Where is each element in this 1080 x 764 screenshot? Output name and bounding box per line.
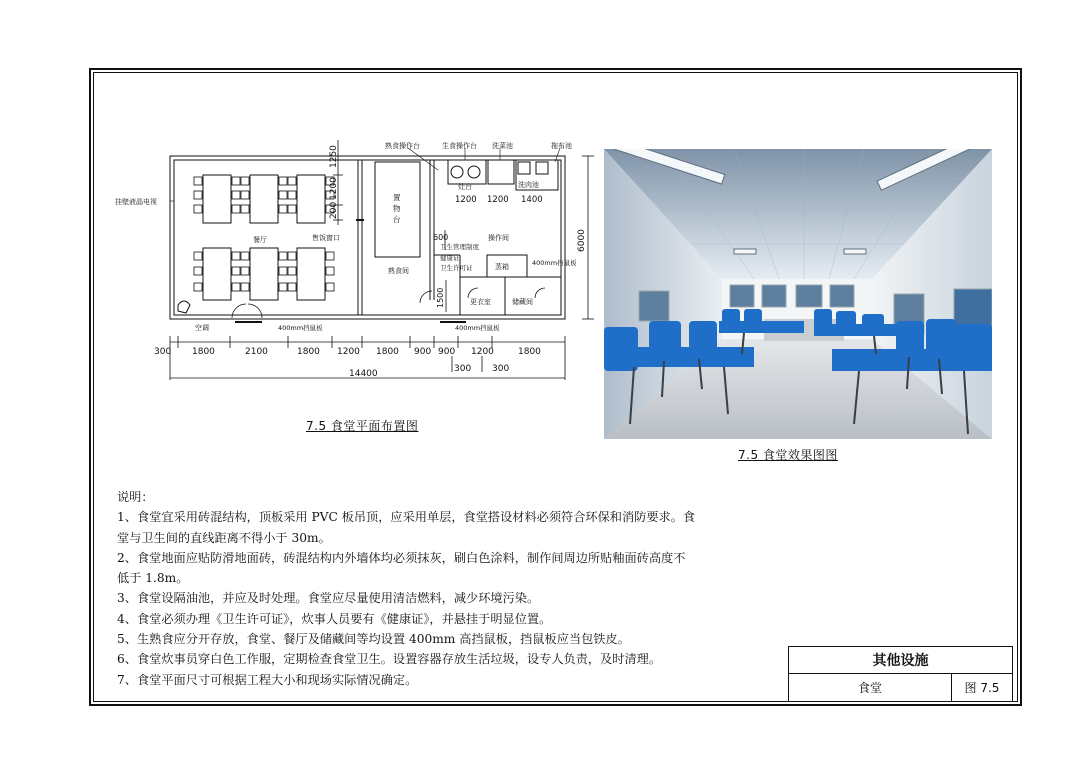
dim-6000: 6000 (577, 229, 587, 252)
cooked-room-label: 熟食间 (388, 267, 409, 275)
ac-label: 空调 (195, 324, 209, 332)
notes-line: 低于 1.8m。 (117, 571, 189, 586)
cooked-op-label: 熟食操作台 (385, 142, 420, 150)
title-block-name: 食堂 (788, 673, 952, 702)
shelf-label-char: 台 (393, 215, 401, 224)
notes-line: 堂与卫生间的直线距离不得小于 30m。 (117, 530, 331, 545)
dim-bottom-1: 1800 (192, 347, 215, 357)
dim-sub-300a: 300 (454, 364, 472, 374)
stove-label: 灶台 (458, 183, 472, 191)
operation-room-label: 操作间 (488, 234, 509, 242)
rat-board-label-1: 400mm挡鼠板 (278, 324, 323, 332)
dim-bottom-9: 1800 (518, 347, 541, 357)
dim-1200-kitchen-a: 1200 (455, 195, 477, 205)
health-cert-label: 健康证 (440, 254, 460, 262)
dining-label: 餐厅 (253, 236, 267, 244)
tv-label: 挂壁液晶电视 (115, 198, 157, 206)
plan-caption: 7.5 食堂平面布置图 (306, 419, 419, 433)
shelf-label-char: 物 (393, 204, 401, 213)
notes-section (117, 487, 757, 690)
dim-bottom-3: 1800 (297, 347, 320, 357)
plan-dimensions (154, 145, 587, 379)
dim-1200-kitchen-b: 1200 (487, 195, 509, 205)
meat-sink-label: 洗肉池 (518, 181, 539, 189)
notes-line: 2、食堂地面应贴防滑地面砖，砖混结构内外墙体均必须抹灰，刷白色涂料，制作间周边所贴釉面砖高度不 (117, 550, 686, 565)
title-block-number: 图 7.5 (951, 673, 1013, 702)
dim-600: 600 (433, 233, 449, 242)
storage-label: 储藏间 (512, 298, 533, 306)
veg-sink-label: 洗菜池 (492, 142, 513, 150)
dim-bottom-5: 1800 (376, 347, 399, 357)
dim-1400: 1400 (521, 195, 543, 205)
dim-200: 200 (329, 201, 339, 219)
steamer-label: 蒸箱 (495, 263, 509, 271)
dim-bottom-2: 2100 (245, 347, 268, 357)
dim-bottom-4: 1200 (337, 347, 360, 357)
shelf-label (393, 192, 401, 224)
dim-bottom-0: 300 (154, 347, 172, 357)
dim-1250: 1250 (329, 145, 339, 168)
hygiene-rules-label: 卫生管理制度 (440, 243, 479, 251)
dim-bottom-8: 1200 (471, 347, 494, 357)
hygiene-permit-label: 卫生许可证 (440, 264, 473, 272)
notes-heading: 说明： (117, 490, 154, 504)
rat-board-label-3: 400mm挡鼠板 (455, 324, 500, 332)
shelf-label-char: 置 (393, 193, 401, 202)
dim-sub-300b: 300 (492, 364, 510, 374)
notes-line: 3、食堂设隔油池，并应及时处理。食堂应尽量使用清洁燃料，减少环境污染。 (117, 591, 540, 606)
photo-caption: 7.5 食堂效果图图 (738, 448, 838, 462)
shelf-label-text (393, 192, 401, 224)
dim-1500: 1500 (436, 287, 445, 308)
floor-plan (110, 130, 600, 380)
notes-line: 1、食堂宜采用砖混结构，顶板采用 PVC 板吊顶，应采用单层，食堂搭设材料必须符合环保和消防要求。食 (117, 510, 696, 525)
dim-bottom-7: 900 (438, 347, 456, 357)
canteen-rendering (604, 149, 992, 439)
mop-sink-label: 拖布池 (551, 142, 572, 150)
dim-total: 14400 (349, 369, 378, 379)
title-block-category: 其他设施 (788, 646, 1013, 674)
notes-line: 4、食堂必须办理《卫生许可证》，炊事人员要有《健康证》，并悬挂于明显位置。 (117, 611, 552, 626)
rendering-svg (604, 149, 992, 439)
raw-op-label: 生食操作台 (442, 142, 477, 150)
notes-line: 5、生熟食应分开存放，食堂、餐厅及储藏间等均设置 400mm 高挡鼠板，挡鼠板应当包铁皮。 (117, 632, 630, 647)
notes-line: 7、食堂平面尺寸可根据工程大小和现场实际情况确定。 (117, 672, 418, 687)
floor-plan-svg (110, 130, 600, 380)
notes-line: 6、食堂炊事员穿白色工作服，定期检查食堂卫生。设置容器存放生活垃圾，设专人负责，及时清理。 (117, 652, 662, 667)
rat-board-label-2: 400mm挡鼠板 (532, 259, 577, 267)
dim-bottom-6: 900 (414, 347, 432, 357)
plan-labels (115, 141, 577, 332)
title-block (788, 646, 1013, 702)
serving-window-label: 售饭窗口 (312, 234, 340, 242)
locker-room-label: 更衣室 (470, 298, 491, 306)
dim-1200-vertical: 1200 (329, 177, 339, 200)
